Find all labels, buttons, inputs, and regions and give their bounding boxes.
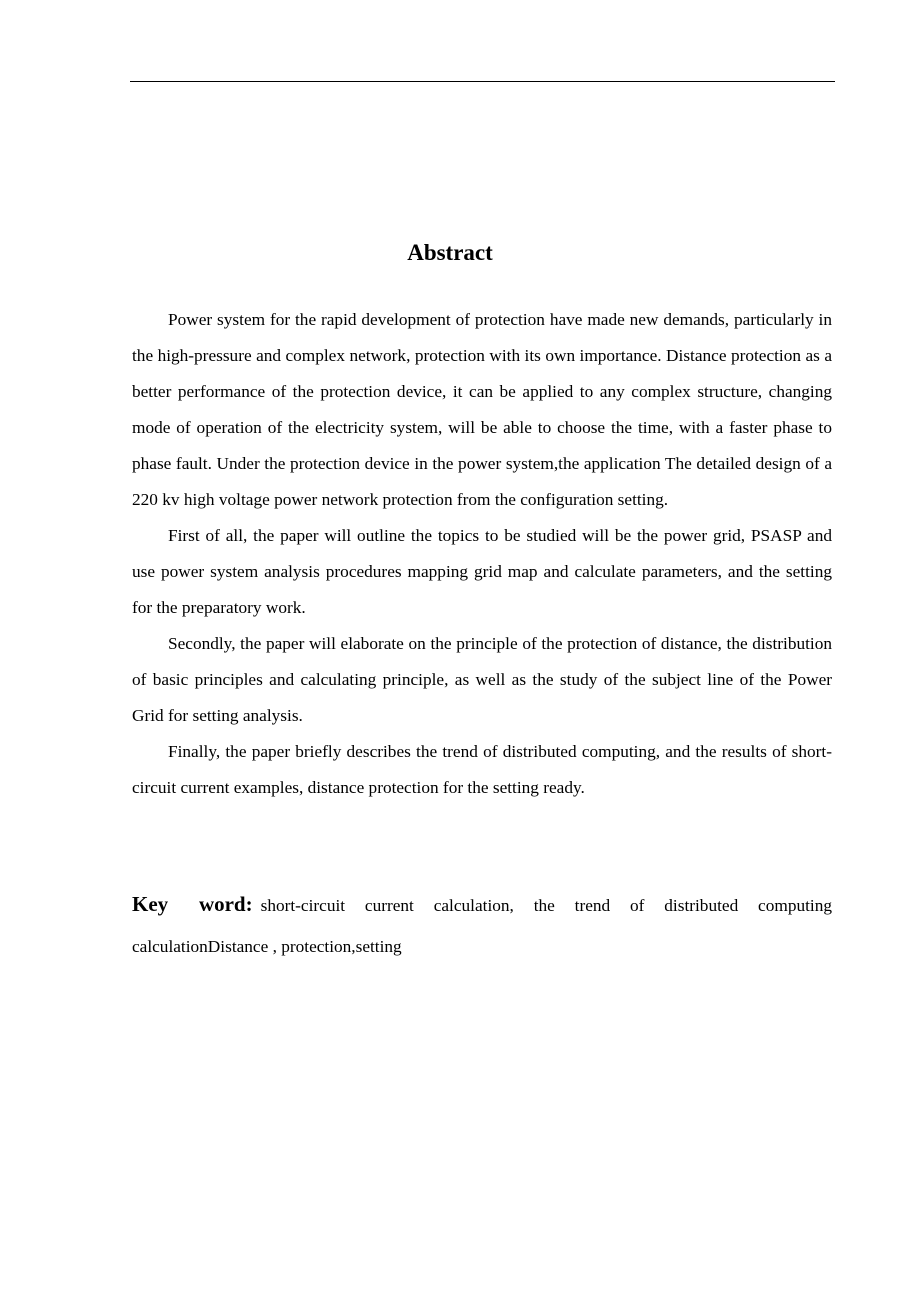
abstract-paragraph-4: Finally, the paper briefly describes the trend of distributed computing, and the results of short-circuit current examples, distance protection for the setting ready. xyxy=(132,742,832,797)
abstract-paragraph-2: First of all, the paper will outline the topics to be studied will be the power grid, PSASP and use power system analysis procedures mapping grid map and calculate parameters, and the setting for the preparatory work. xyxy=(132,526,832,617)
keywords-label: Key word: xyxy=(132,892,253,916)
abstract-title: Abstract xyxy=(407,240,493,265)
abstract-paragraph-1: Power system for the rapid development of protection have made new demands, particularly in the high-pressure and complex network, protection with its own importance. Distance protection as a better performance of the protection device, it can be applied to any complex structure, changing mode of operation of the electricity system, will be able to choose the time, with a faster phase to phase fault. Under the protection device in the power system,the application The detailed design of a 220 kv high voltage power network protection from the configuration setting. xyxy=(132,310,832,509)
keywords-line xyxy=(132,884,832,967)
header-rule xyxy=(130,81,835,82)
abstract-body xyxy=(132,302,832,806)
abstract-paragraph-3: Secondly, the paper will elaborate on the principle of the protection of distance, the distribution of basic principles and calculating principle, as well as the study of the subject line of the Power Grid for setting analysis. xyxy=(132,634,832,725)
keywords-text: short-circuit current calculation, the trend of distributed computing calculationDistance , protection,setting xyxy=(132,896,832,956)
